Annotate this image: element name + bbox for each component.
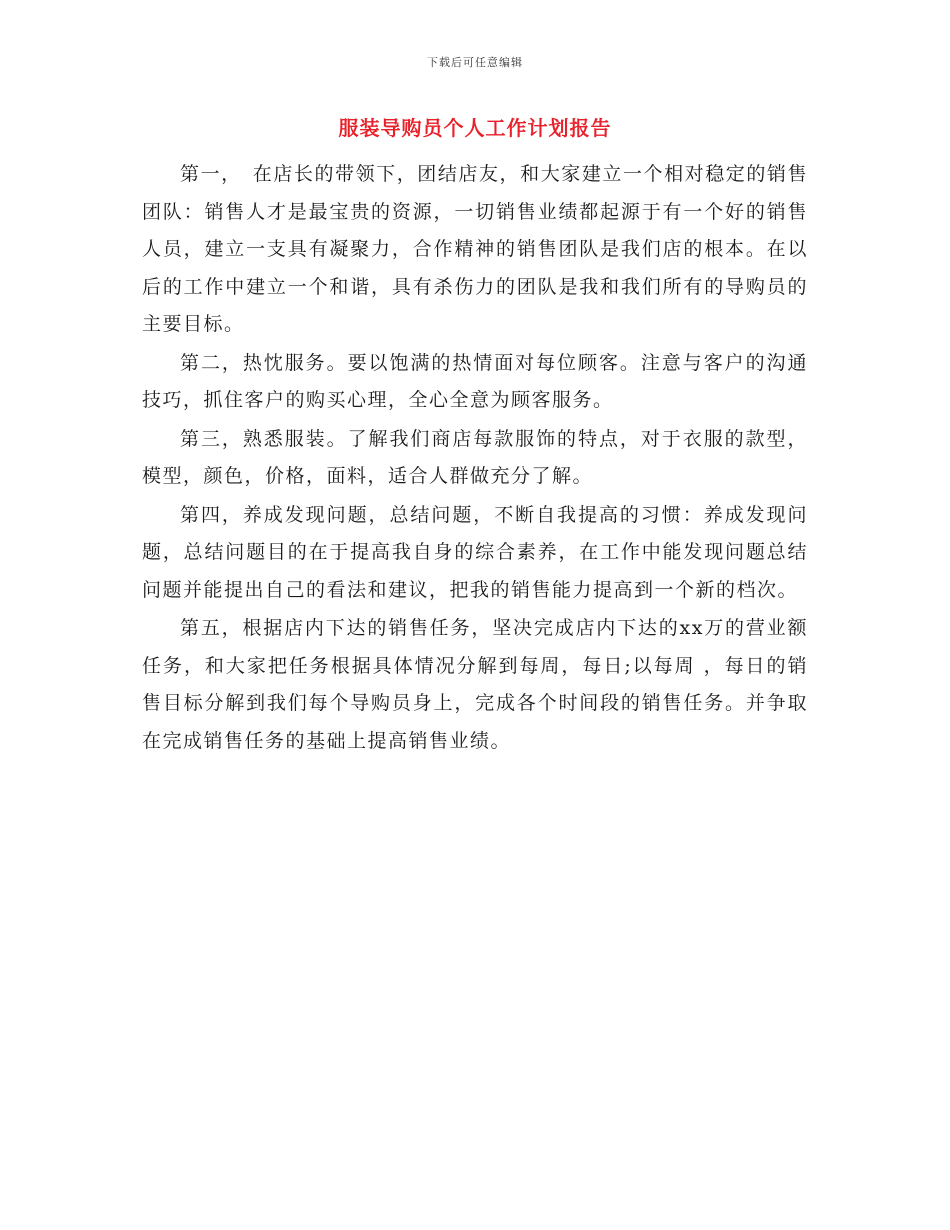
paragraph-2: 第二，热忱服务。要以饱满的热情面对每位顾客。注意与客户的沟通技巧，抓住客户的购买心理，全心全意为顾客服务。 [142,351,808,411]
paragraph-3: 第三，熟悉服装。了解我们商店每款服饰的特点，对于衣服的款型，模型，颜色，价格，面料，适合人群做充分了解。 [142,427,808,487]
paragraph-5: 第五，根据店内下达的销售任务，坚决完成店内下达的xx万的营业额任务，和大家把任务根据具体情况分解到每周，每日;以每周 ，每日的销售目标分解到我们每个导购员身上，完成各个时间段的销售任务。并争取在完成销售任务的基础上提高销售业绩。 [142,617,808,752]
document-title: 服装导购员个人工作计划报告 [338,116,612,140]
paragraph-1: 第一， 在店长的带领下，团结店友，和大家建立一个相对稳定的销售团队：销售人才是最宝贵的资源，一切销售业绩都起源于有一个好的销售人员，建立一支具有凝聚力，合作精神的销售团队是我们店的根本。在以后的工作中建立一个和谐，具有杀伤力的团队是我和我们所有的导购员的主要目标。 [142,163,808,335]
paragraph-4: 第四，养成发现问题，总结问题，不断自我提高的习惯：养成发现问题，总结问题目的在于提高我自身的综合素养，在工作中能发现问题总结问题并能提出自己的看法和建议，把我的销售能力提高到一个新的档次。 [142,503,808,601]
header-note: 下载后可任意编辑 [427,56,523,69]
document-body [142,156,808,761]
